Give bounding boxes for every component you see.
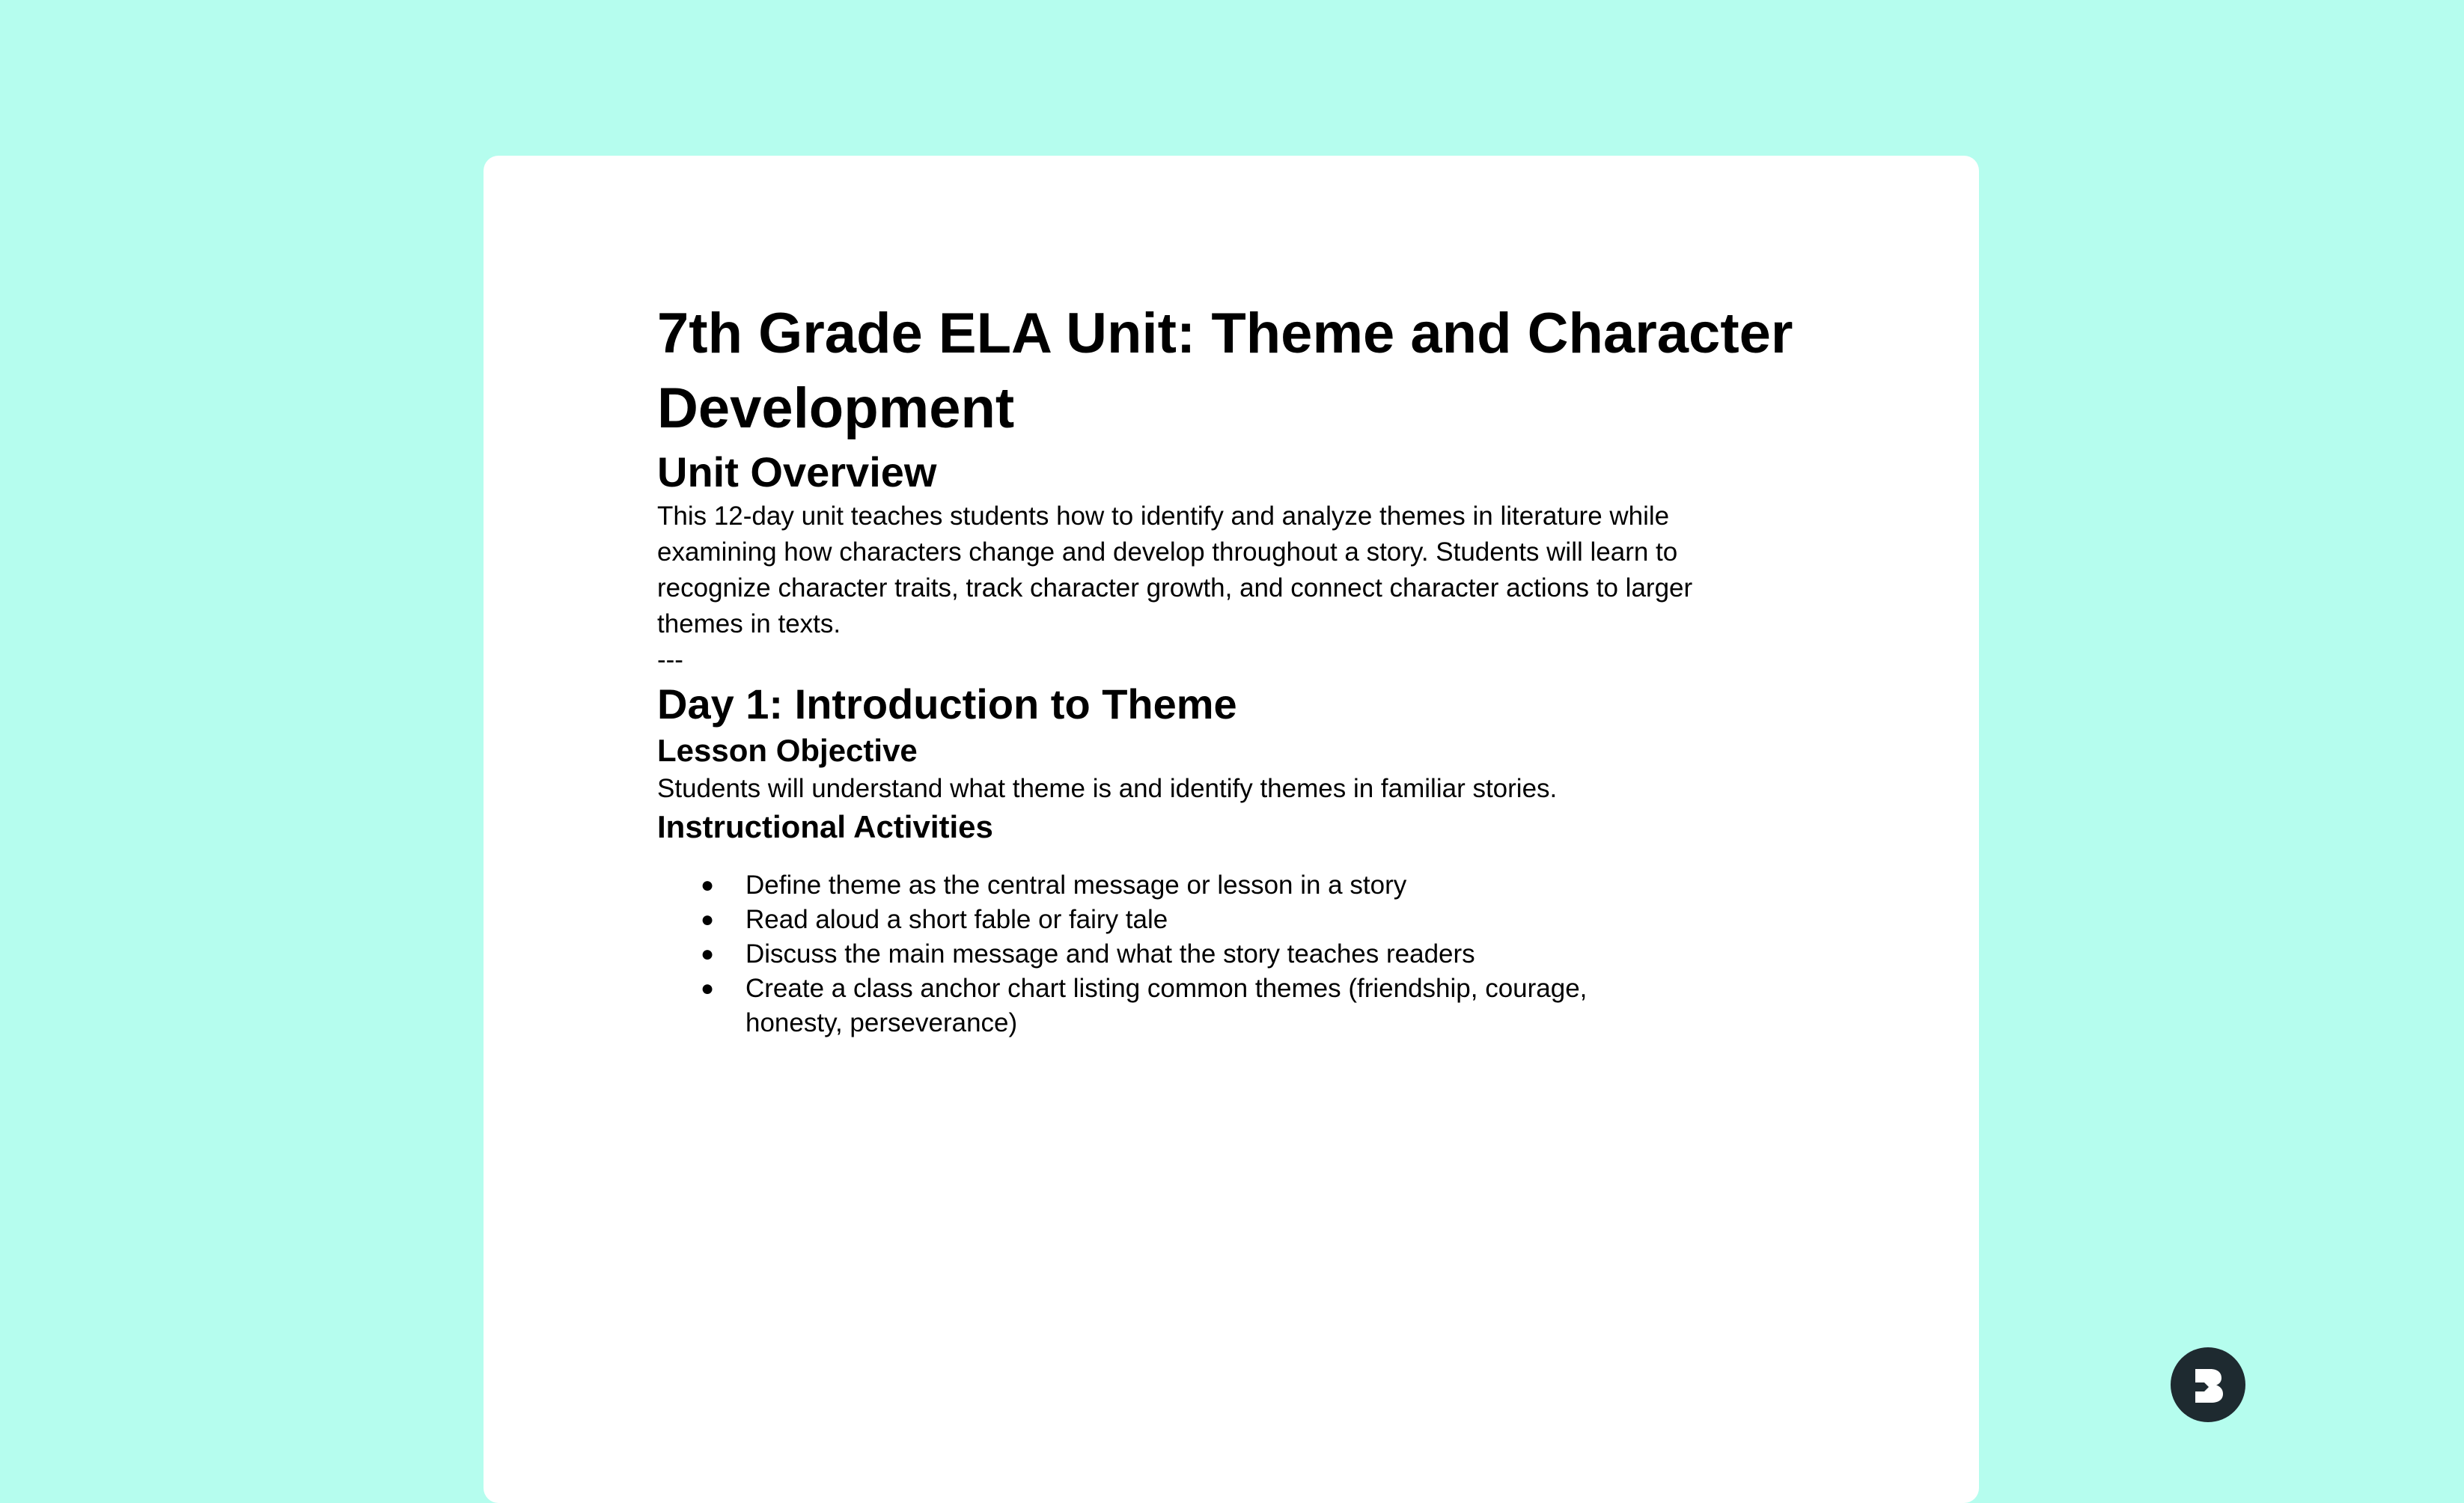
activity-text: Create a class anchor chart listing common themes (friendship, courage, honesty, perseverance) (745, 974, 1588, 1037)
day1-heading: Day 1: Introduction to Theme (657, 680, 1237, 728)
brand-logo-button[interactable] (2171, 1347, 2245, 1422)
bullet-icon: ● (701, 907, 715, 932)
document-title: 7th Grade ELA Unit: Theme and Character Development (657, 302, 1793, 440)
bullet-icon: ● (701, 873, 715, 897)
brand-logo-icon (2186, 1363, 2230, 1406)
activity-text: Discuss the main message and what the story teaches readers (745, 939, 1475, 969)
document-card (484, 156, 1979, 1503)
list-item (657, 937, 1690, 972)
lesson-objective-heading: Lesson Objective (657, 733, 918, 768)
list-item (657, 868, 1690, 903)
lesson-objective-text: Students will understand what theme is and identify themes in familiar stories. (657, 774, 1558, 803)
section-divider: --- (657, 645, 683, 674)
instructional-activities-heading: Instructional Activities (657, 809, 993, 844)
list-item (657, 903, 1690, 937)
unit-overview-heading: Unit Overview (657, 448, 937, 496)
list-item (657, 972, 1690, 1040)
unit-overview-text: This 12-day unit teaches students how to identify and analyze themes in literature while examining how characters change and develop throughout a story. Students will learn to recognize character traits, track character growth, and connect character actions to larger themes in texts. (657, 501, 1693, 638)
activity-list (657, 868, 1690, 1040)
activity-text: Read aloud a short fable or fairy tale (745, 905, 1168, 934)
bullet-icon: ● (701, 976, 715, 1001)
bullet-icon: ● (701, 942, 715, 966)
activity-text: Define theme as the central message or lesson in a story (745, 871, 1407, 900)
document-content (657, 296, 1810, 1040)
